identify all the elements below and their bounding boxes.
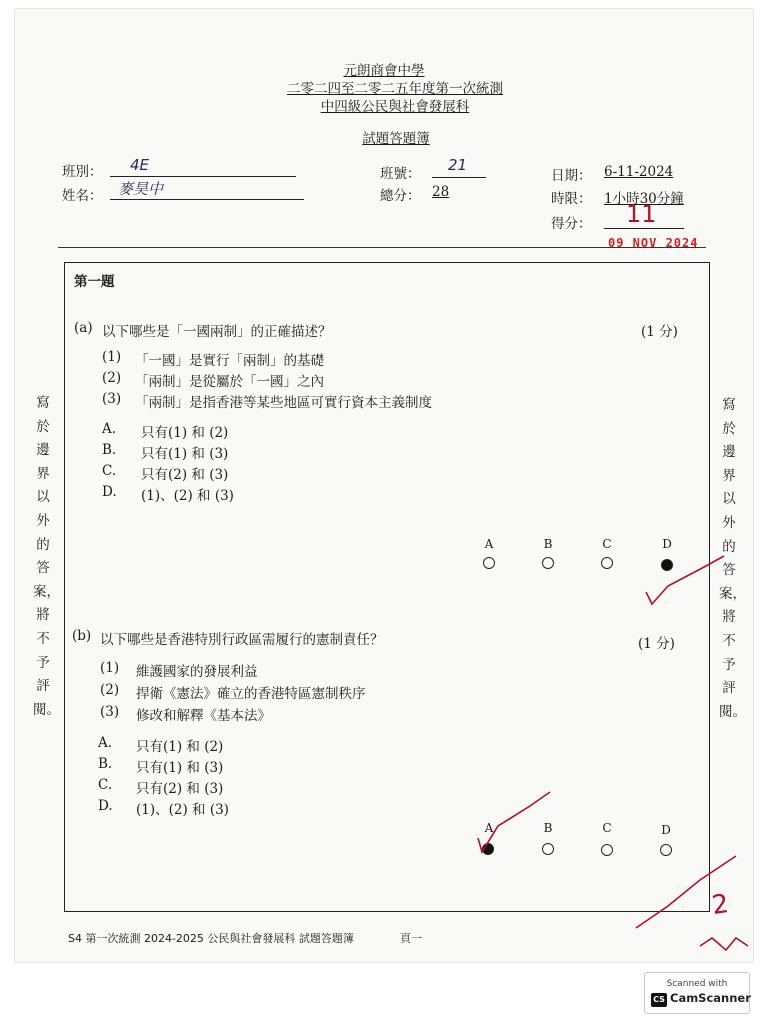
booklet-title: 試題答題簿 (362, 131, 430, 147)
total-label: 總分： (380, 188, 421, 204)
qa-label: (a) (74, 320, 93, 336)
qb-opt-a: 只有(1) 和 (2) (136, 739, 224, 755)
qb-bubble-d-label: D (661, 823, 671, 837)
corner-scribble (700, 938, 748, 950)
qa-opt-d-letter: D. (102, 484, 117, 500)
subject-title: 中四級公民與社會發展科 (320, 99, 470, 115)
name-value: 麥昊中 (118, 180, 164, 198)
page-number: 頁一 (400, 932, 422, 945)
qa-stmt-1: 「一國」是實行「兩制」的基礎 (135, 353, 324, 369)
qb-label: (b) (72, 628, 92, 644)
class-value: 4E (130, 156, 150, 174)
qa-marks: (1 分) (641, 324, 678, 340)
qb-marks: (1 分) (638, 636, 675, 652)
score-label: 得分： (551, 216, 592, 232)
score-value: 11 (626, 200, 657, 228)
time-value: 1小時30分鐘 (604, 191, 684, 207)
qa-stmt-2-num: (2) (102, 370, 122, 386)
qb-opt-d-letter: D. (98, 798, 113, 814)
school-name: 元朗商會中學 (343, 63, 425, 79)
date-label: 日期： (551, 168, 592, 184)
qb-check-mark (478, 792, 550, 852)
date-value: 6-11-2024 (604, 164, 674, 180)
qa-text: 以下哪些是「一國兩制」的正確描述？ (102, 324, 332, 340)
qa-stmt-3-num: (3) (102, 391, 122, 407)
time-label: 時限： (551, 191, 592, 207)
qa-opt-c-letter: C. (102, 463, 117, 479)
qa-bubble-b-label: B (543, 537, 553, 551)
left-margin-note: 寫於邊界以外的答案，將不予評閱。 (33, 395, 60, 718)
footer-text: S4 第一次統測 2024-2025 公民與社會發展科 試題答題簿 (68, 932, 354, 945)
qa-opt-a: 只有(1) 和 (2) (141, 425, 229, 441)
qb-opt-b: 只有(1) 和 (3) (136, 760, 224, 776)
qa-stmt-1-num: (1) (102, 349, 122, 365)
qb-opt-c-letter: C. (98, 777, 113, 793)
class-label: 班別： (62, 164, 103, 180)
name-label: 姓名： (62, 188, 103, 204)
qa-opt-b: 只有(1) 和 (3) (141, 446, 229, 462)
total-value: 28 (432, 184, 450, 200)
qb-stmt-3-num: (3) (100, 704, 120, 720)
page-score-mark: 2 (709, 888, 731, 922)
qb-text: 以下哪些是香港特別行政區需履行的憲制責任？ (100, 632, 384, 648)
qb-stmt-2-num: (2) (100, 682, 120, 698)
qa-stmt-3: 「兩制」是指香港等某些地區可實行資本主義制度 (135, 395, 432, 411)
qb-bubble-a-label: A (484, 821, 494, 835)
exam-year: 二零二四至二零二五年度第一次統測 (287, 81, 503, 97)
qa-opt-a-letter: A. (102, 421, 117, 437)
number-label: 班號： (380, 166, 421, 182)
number-value: 21 (448, 156, 468, 174)
section-title: 第一題 (74, 274, 115, 290)
scanned-with-text: Scanned with (666, 979, 728, 989)
qa-opt-c: 只有(2) 和 (3) (141, 467, 229, 483)
qb-opt-d: (1)、(2) 和 (3) (136, 802, 229, 818)
qb-bubble-b-label: B (543, 821, 553, 835)
qb-stmt-2: 捍衛《憲法》確立的香港特區憲制秩序 (136, 686, 366, 702)
qa-bubble-d-label: D (662, 537, 672, 551)
qa-opt-d: (1)、(2) 和 (3) (141, 488, 234, 504)
qb-opt-c: 只有(2) 和 (3) (136, 781, 224, 797)
camscanner-badge (644, 972, 750, 1014)
qb-opt-b-letter: B. (98, 756, 113, 772)
qa-bubble-c-label: C (602, 537, 612, 551)
qb-bubble-c-label: C (602, 821, 612, 835)
qa-check-mark (646, 556, 724, 604)
qa-stmt-2: 「兩制」是從屬於「一國」之內 (135, 374, 324, 390)
date-stamp: 09 NOV 2024 (608, 236, 699, 250)
qb-stmt-1: 維護國家的發展利益 (136, 664, 258, 680)
qb-stmt-3: 修改和解釋《基本法》 (136, 708, 271, 724)
qa-opt-b-letter: B. (102, 442, 117, 458)
qa-bubble-a-label: A (484, 537, 494, 551)
qb-opt-a-letter: A. (98, 735, 113, 751)
qb-stmt-1-num: (1) (100, 660, 120, 676)
camscanner-logo-icon: CS (651, 993, 667, 1007)
camscanner-name: CamScanner (670, 991, 751, 1005)
right-margin-note: 寫於邊界以外的答案，將不予評閱。 (719, 397, 746, 720)
